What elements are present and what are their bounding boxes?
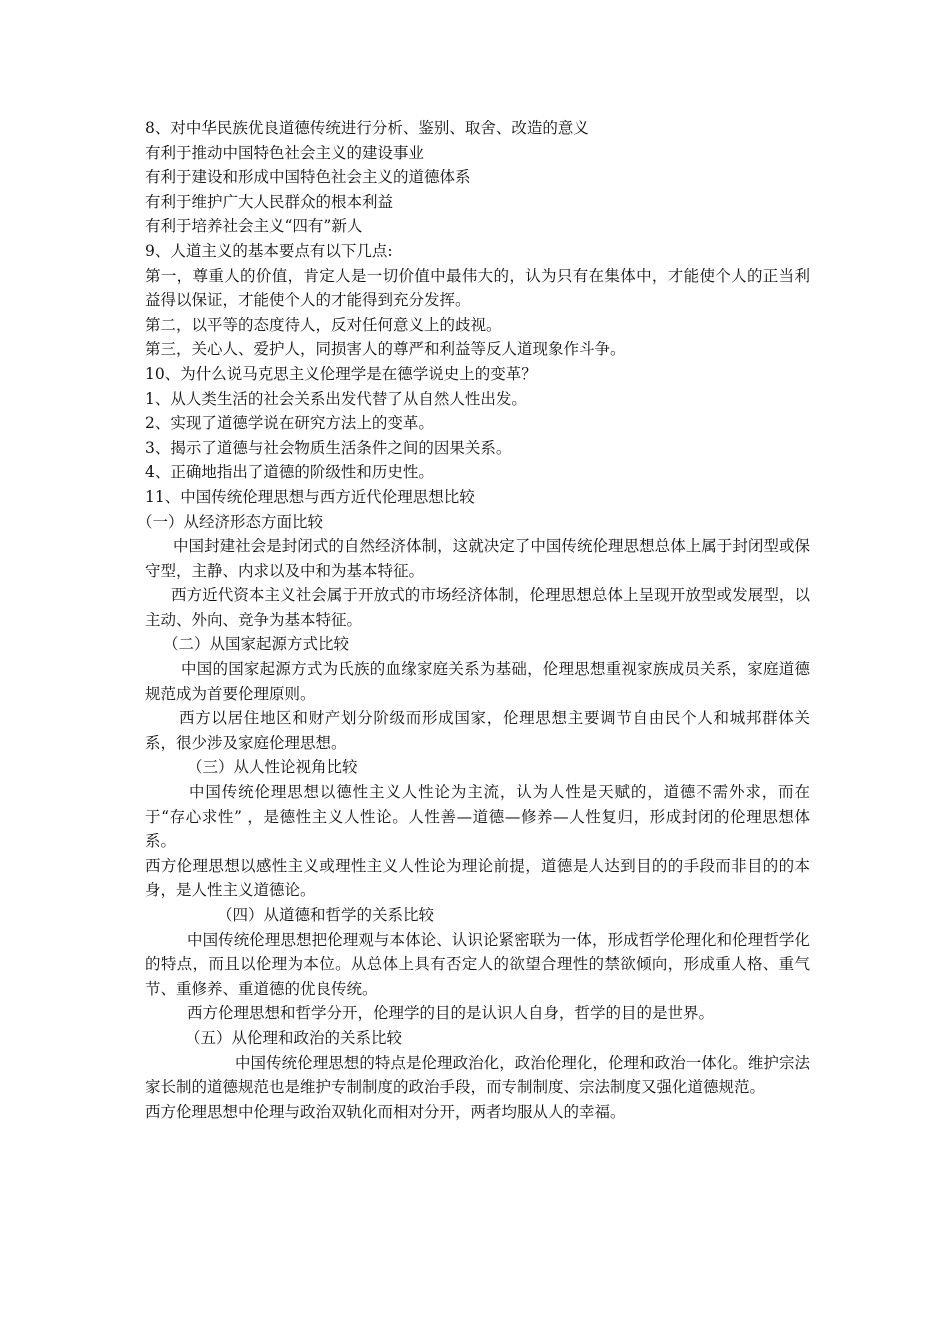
- list-item: 有利于建设和形成中国特色社会主义的道德体系: [145, 168, 471, 187]
- paragraph: 第一，尊重人的价值，肯定人是一切价值中最伟大的，认为只有在集体中，才能使个人的正当利益得以保证，才能使个人的才能得到充分发挥。: [145, 266, 810, 310]
- section-heading: （五）从伦理和政治的关系比较: [185, 1028, 403, 1047]
- list-item: 2、实现了道德学说在研究方法上的变革。: [145, 414, 434, 433]
- list-item: 有利于推动中国特色社会主义的建设事业: [145, 143, 425, 162]
- paragraph: 第三，关心人、爱护人，同损害人的尊严和利益等反人道现象作斗争。: [145, 340, 626, 359]
- document-body: [137, 116, 810, 1124]
- paragraph: 西方近代资本主义社会属于开放式的市场经济体制，伦理思想总体上呈现开放型或发展型，以主动、外向、竞争为基本特征。: [145, 586, 810, 629]
- list-item: 3、揭示了道德与社会物质生活条件之间的因果关系。: [145, 438, 512, 457]
- paragraph: 西方伦理思想以感性主义或理性主义人性论为理论前提，道德是人达到目的的手段而非目的的本身，是人性主义道德论。: [145, 856, 810, 900]
- heading-q9: 9、人道主义的基本要点有以下几点:: [145, 241, 393, 260]
- section-heading: （三）从人性论视角比较: [187, 758, 358, 777]
- paragraph: 中国传统伦理思想以德性主义人性论为主流，认为人性是天赋的，道德不需外求，而在于“存心求性” ，是德性主义人性论。人性善—道德—修养—人性复归，形成封闭的伦理思想体系。: [145, 783, 810, 851]
- section-heading: （一）从经济形态方面比较: [137, 512, 324, 531]
- list-item: 有利于维护广大人民群众的根本利益: [145, 192, 394, 211]
- heading-q8: 8、对中华民族优良道德传统进行分析、鉴别、取舍、改造的意义: [145, 119, 589, 137]
- paragraph: 中国传统伦理思想的特点是伦理政治化，政治伦理化，伦理和政治一体化。维护宗法家长制的道德规范也是维护专制制度的政治手段，而专制制度、宗法制度又强化道德规范。: [145, 1053, 810, 1097]
- list-item: 有利于培养社会主义“四有”新人: [145, 217, 363, 236]
- paragraph: 西方伦理思想中伦理与政治双轨化而相对分开，两者均服从人的幸福。: [145, 1102, 626, 1121]
- paragraph: 西方以居住地区和财产划分阶级而形成国家，伦理思想主要调节自由民个人和城邦群体关系，很少涉及家庭伦理思想。: [145, 709, 810, 752]
- heading-q10: 10、为什么说马克思主义伦理学是在德学说史上的变革？: [145, 364, 537, 383]
- paragraph: 中国传统伦理思想把伦理观与本体论、认识论紧密联为一体，形成哲学伦理化和伦理哲学化的特点，而且以伦理为本位。从总体上具有否定人的欲望合理性的禁欲倾向，形成重人格、重气节、重修养、重道德的优良传统。: [145, 930, 810, 998]
- section-heading: （二）从国家起源方式比较: [163, 635, 350, 654]
- section-heading: （四）从道德和哲学的关系比较: [217, 906, 435, 924]
- paragraph: 中国封建社会是封闭式的自然经济体制，这就决定了中国传统伦理思想总体上属于封闭型或保守型，主静、内求以及中和为基本特征。: [145, 537, 810, 580]
- paragraph: 第二，以平等的态度待人，反对任何意义上的歧视。: [145, 315, 502, 334]
- list-item: 1、从人类生活的社会关系出发代替了从自然人性出发。: [145, 389, 527, 408]
- paragraph: 中国的国家起源方式为氏族的血缘家庭关系为基础，伦理思想重视家族成员关系，家庭道德规范成为首要伦理原则。: [145, 660, 810, 703]
- list-item: 4、正确地指出了道德的阶级性和历史性。: [145, 463, 434, 482]
- paragraph: 西方伦理思想和哲学分开，伦理学的目的是认识人自身，哲学的目的是世界。: [187, 1004, 715, 1023]
- heading-q11: 11、中国传统伦理思想与西方近代伦理思想比较: [145, 487, 475, 506]
